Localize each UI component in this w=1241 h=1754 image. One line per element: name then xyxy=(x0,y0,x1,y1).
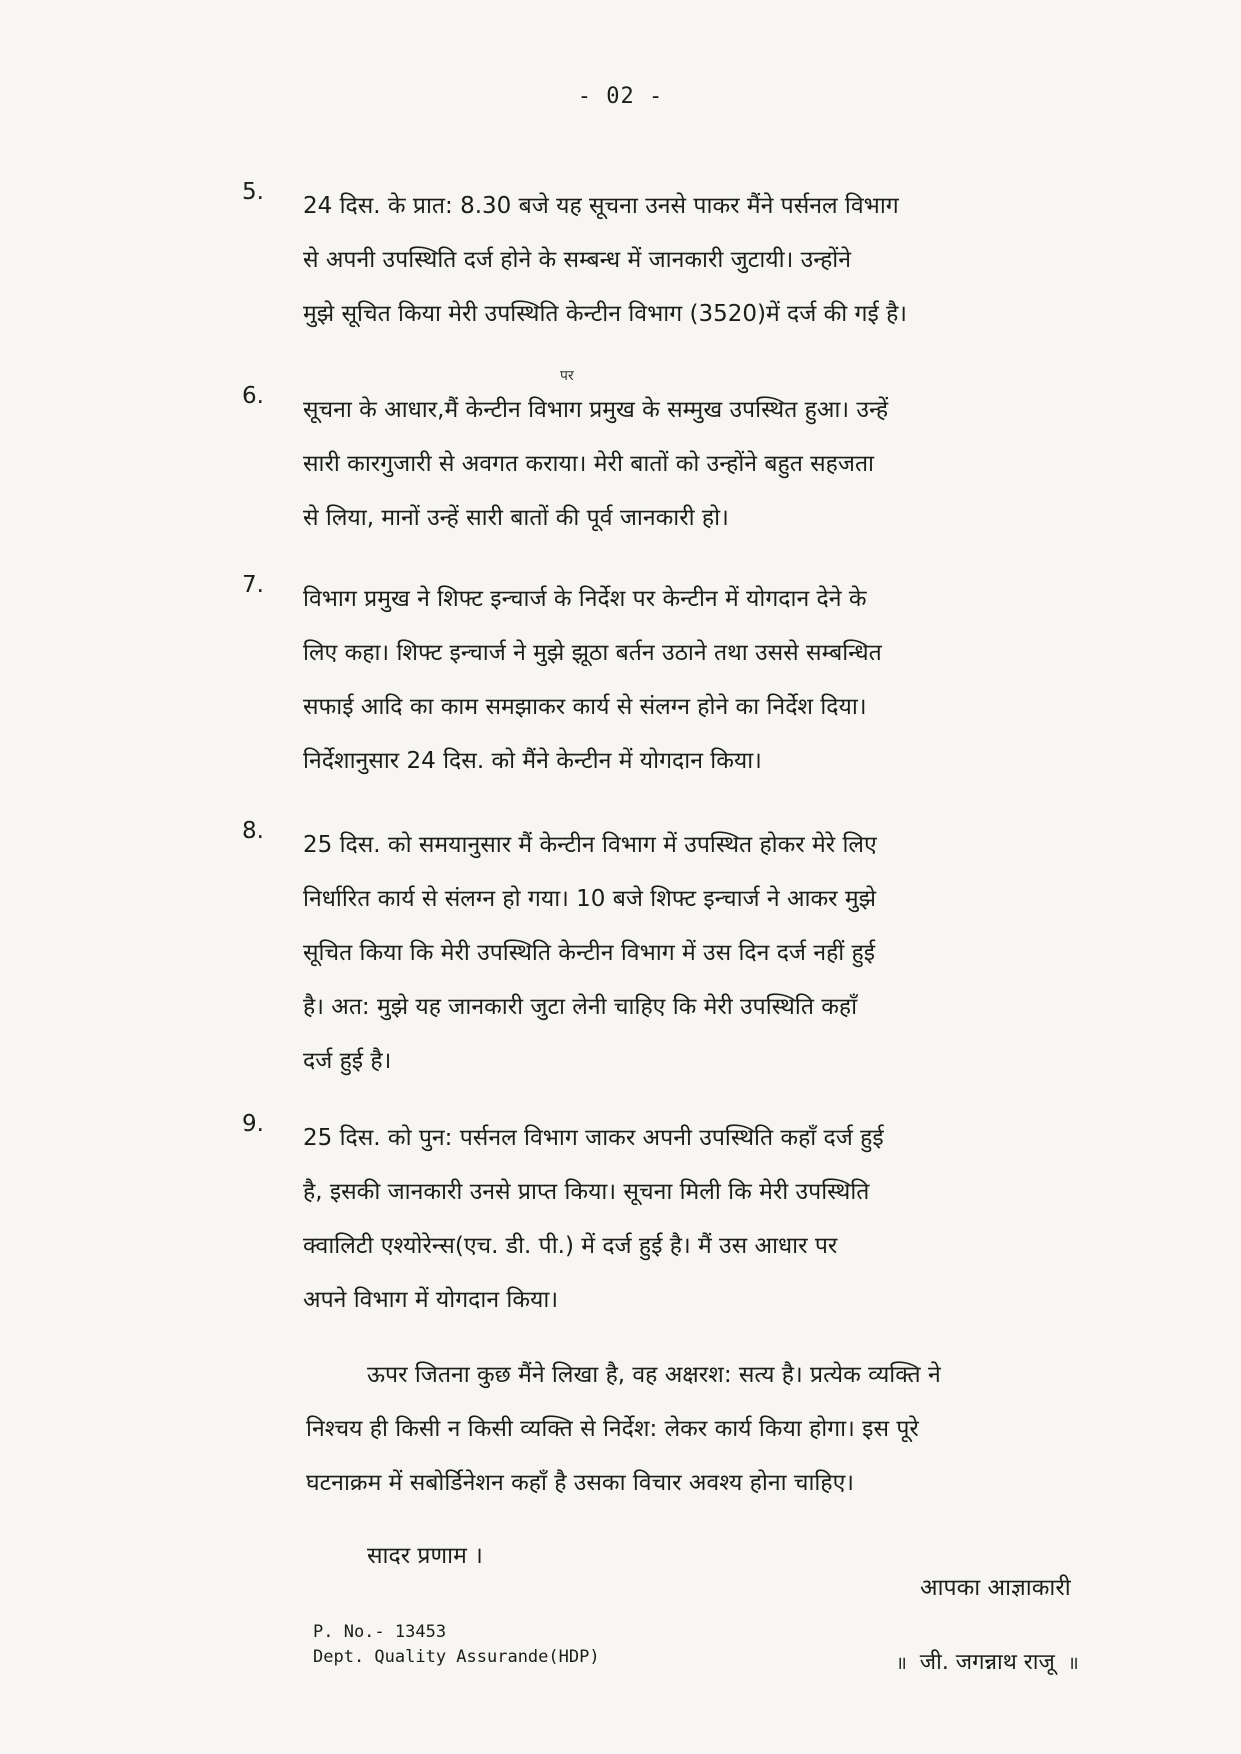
paragraph-number: 8. xyxy=(242,818,264,844)
bracket-right: ॥ xyxy=(1067,1653,1079,1674)
paragraph-line: दर्ज हुई है। xyxy=(303,1048,392,1074)
paragraph-number: 5. xyxy=(242,179,264,205)
paragraph-line: 24 दिस. के प्रात: 8.30 बजे यह सूचना उनसे पाकर मैंने पर्सनल विभाग xyxy=(303,193,899,219)
paragraph-line: 25 दिस. को समयानुसार मैं केन्टीन विभाग में उपस्थित होकर मेरे लिए xyxy=(303,832,877,858)
paragraph-5 xyxy=(242,179,1158,341)
paragraph-6 xyxy=(242,383,1158,545)
paragraph-line: अपने विभाग में योगदान किया। xyxy=(303,1287,559,1313)
paragraph-line: निर्धारित कार्य से संलग्न हो गया। 10 बजे शिफ्ट इन्चार्ज ने आकर मुझे xyxy=(303,886,877,912)
salutation: सादर प्रणाम । xyxy=(367,1543,483,1569)
closing-line: घटनाक्रम में सबोर्डिनेशन कहाँ है उसका विचार अवश्य होना चाहिए। xyxy=(306,1470,855,1496)
closing-line: ऊपर जितना कुछ मैंने लिखा है, वह अक्षरश: सत्य है। प्रत्येक व्यक्ति ने xyxy=(367,1362,941,1388)
paragraph-number: 6. xyxy=(242,383,264,409)
paragraph-line: है। अत: मुझे यह जानकारी जुटा लेनी चाहिए कि मेरी उपस्थिति कहाँ xyxy=(303,994,858,1020)
signatory-name xyxy=(890,1646,1085,1676)
page-number: - 02 - xyxy=(577,84,664,109)
paragraph-line: से अपनी उपस्थिति दर्ज होने के सम्बन्ध में जानकारी जुटायी। उन्होंने xyxy=(303,247,852,273)
paragraph-line: लिए कहा। शिफ्ट इन्चार्ज ने मुझे झूठा बर्तन उठाने तथा उससे सम्बन्धित xyxy=(303,640,882,666)
paragraph-line: सारी कारगुजारी से अवगत कराया। मेरी बातों को उन्होंने बहुत सहजता xyxy=(303,451,875,477)
paragraph-7 xyxy=(242,572,1158,788)
paragraph-line: है, इसकी जानकारी उनसे प्राप्त किया। सूचना मिली कि मेरी उपस्थिति xyxy=(303,1179,870,1205)
closing-line: निश्चय ही किसी न किसी व्यक्ति से निर्देश: लेकर कार्य किया होगा। इस पूरे xyxy=(306,1416,919,1442)
department: Dept. Quality Assurande(HDP) xyxy=(313,1647,600,1667)
signatory-name-text: जी. जगन्नाथ राजू xyxy=(919,1650,1055,1675)
paragraph-line: विभाग प्रमुख ने शिफ्ट इन्चार्ज के निर्देश पर केन्टीन में योगदान देने के xyxy=(303,586,867,612)
paragraph-number: 9. xyxy=(242,1111,264,1137)
personnel-number: P. No.- 13453 xyxy=(313,1622,447,1642)
paragraph-line: 25 दिस. को पुन: पर्सनल विभाग जाकर अपनी उपस्थिति कहाँ दर्ज हुई xyxy=(303,1125,884,1151)
paragraph-line: से लिया, मानों उन्हें सारी बातों की पूर्व जानकारी हो। xyxy=(303,505,729,531)
paragraph-line: निर्देशानुसार 24 दिस. को मैंने केन्टीन में योगदान किया। xyxy=(303,748,762,774)
paragraph-line: सूचना के आधार,मैं केन्टीन विभाग प्रमुख के सम्मुख उपस्थित हुआ। उन्हें xyxy=(303,397,889,423)
closing-paragraph xyxy=(306,1348,1241,1510)
paragraph-line: सूचित किया कि मेरी उपस्थिति केन्टीन विभाग में उस दिन दर्ज नहीं हुई xyxy=(303,940,876,966)
paragraph-9 xyxy=(242,1111,1158,1327)
handwritten-insertion: पर xyxy=(560,368,574,384)
sign-off: आपका आज्ञाकारी xyxy=(920,1575,1071,1601)
paragraph-line: क्वालिटी एश्योरेन्स(एच. डी. पी.) में दर्ज हुई है। मैं उस आधार पर xyxy=(303,1233,838,1259)
paragraph-8 xyxy=(242,818,1158,1088)
paragraph-number: 7. xyxy=(242,572,264,598)
paragraph-line: मुझे सूचित किया मेरी उपस्थिति केन्टीन विभाग (3520)में दर्ज की गई है। xyxy=(303,301,908,327)
paragraph-line: सफाई आदि का काम समझाकर कार्य से संलग्न होने का निर्देश दिया। xyxy=(303,694,867,720)
bracket-left: ॥ xyxy=(896,1653,907,1674)
